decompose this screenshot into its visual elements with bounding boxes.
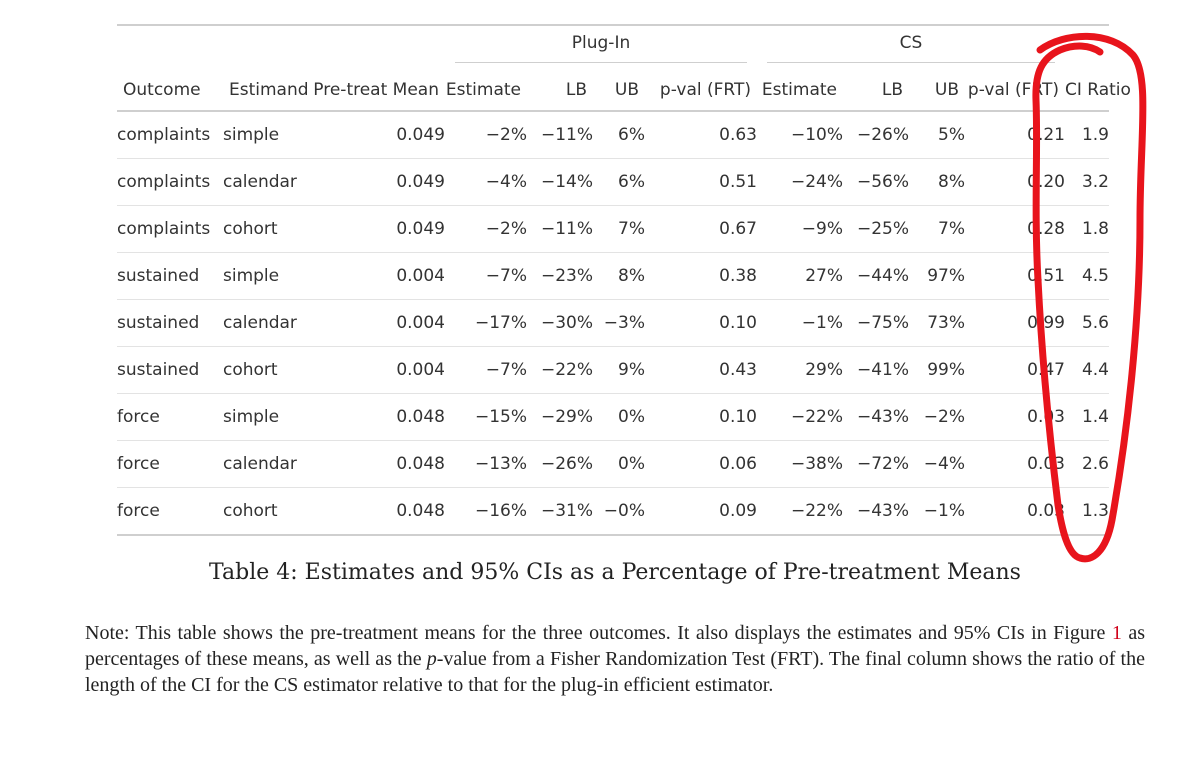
col-header-plugin-lb: LB <box>527 70 593 111</box>
cell-pretreat-mean: 0.049 <box>313 159 445 206</box>
cell-cs-estimate: −24% <box>757 159 843 206</box>
col-header-estimand: Estimand <box>223 70 313 111</box>
cell-outcome: force <box>117 394 223 441</box>
cell-cs-pval: 0.28 <box>965 206 1065 253</box>
note-text-3: -value from a Fisher Randomization Test (FRT). The final column shows the ratio of the length of the CI for the CS estimator relative to that for the plug-in efficient estimator. <box>85 648 1145 696</box>
note-text-2: as percentages of these means, as well as the <box>85 622 1145 670</box>
table-note <box>85 620 1145 698</box>
cell-outcome: sustained <box>117 347 223 394</box>
cell-pretreat-mean: 0.049 <box>313 206 445 253</box>
table-caption: Table 4: Estimates and 95% CIs as a Percentage of Pre-treatment Means <box>209 560 1021 585</box>
cell-plugin-ub: 0% <box>593 394 645 441</box>
cell-plugin-ub: 0% <box>593 441 645 488</box>
results-table-container <box>117 24 1131 536</box>
table-row <box>117 206 1109 253</box>
cell-cs-estimate: −22% <box>757 394 843 441</box>
col-header-cs-pval: p-val (FRT) <box>965 70 1065 111</box>
cell-outcome: complaints <box>117 159 223 206</box>
cell-cs-ub: −4% <box>909 441 965 488</box>
col-header-plugin-estimate: Estimate <box>445 70 527 111</box>
cell-cs-lb: −44% <box>843 253 909 300</box>
cell-cs-ub: 97% <box>909 253 965 300</box>
cell-cs-lb: −75% <box>843 300 909 347</box>
cell-estimand: cohort <box>223 347 313 394</box>
cell-cs-pval: 0.20 <box>965 159 1065 206</box>
cell-outcome: sustained <box>117 253 223 300</box>
cell-plugin-lb: −31% <box>527 488 593 536</box>
table-row <box>117 347 1109 394</box>
cell-cs-estimate: 27% <box>757 253 843 300</box>
cell-estimand: simple <box>223 111 313 159</box>
cell-cs-estimate: −10% <box>757 111 843 159</box>
cell-plugin-lb: −11% <box>527 111 593 159</box>
cell-pretreat-mean: 0.004 <box>313 253 445 300</box>
col-header-plugin-pval: p-val (FRT) <box>645 70 757 111</box>
cell-plugin-pval: 0.67 <box>645 206 757 253</box>
col-header-cs-lb: LB <box>843 70 909 111</box>
cell-plugin-lb: −26% <box>527 441 593 488</box>
group-header-cs: CS <box>757 26 1065 70</box>
cell-estimand: simple <box>223 394 313 441</box>
col-header-outcome: Outcome <box>117 70 223 111</box>
cell-cs-pval: 0.47 <box>965 347 1065 394</box>
cell-plugin-estimate: −16% <box>445 488 527 536</box>
cell-estimand: cohort <box>223 488 313 536</box>
cell-cs-pval: 0.99 <box>965 300 1065 347</box>
table-row <box>117 300 1109 347</box>
cell-cs-lb: −72% <box>843 441 909 488</box>
cell-cs-estimate: −1% <box>757 300 843 347</box>
table-row <box>117 253 1109 300</box>
cell-plugin-estimate: −4% <box>445 159 527 206</box>
cell-estimand: calendar <box>223 159 313 206</box>
cell-ci-ratio: 1.4 <box>1065 394 1109 441</box>
cell-outcome: force <box>117 441 223 488</box>
cell-outcome: force <box>117 488 223 536</box>
cell-estimand: cohort <box>223 206 313 253</box>
cell-plugin-lb: −14% <box>527 159 593 206</box>
cell-cs-lb: −43% <box>843 394 909 441</box>
col-header-cs-ub: UB <box>909 70 965 111</box>
cell-outcome: complaints <box>117 111 223 159</box>
cell-plugin-estimate: −2% <box>445 111 527 159</box>
cell-cs-estimate: −9% <box>757 206 843 253</box>
table-body <box>117 111 1109 535</box>
cell-plugin-estimate: −15% <box>445 394 527 441</box>
cell-plugin-ub: −0% <box>593 488 645 536</box>
cell-plugin-lb: −22% <box>527 347 593 394</box>
cell-plugin-pval: 0.38 <box>645 253 757 300</box>
table-row <box>117 159 1109 206</box>
cell-ci-ratio: 1.3 <box>1065 488 1109 536</box>
col-header-pretreat-mean: Pre-treat Mean <box>313 70 445 111</box>
cell-plugin-pval: 0.51 <box>645 159 757 206</box>
cell-estimand: simple <box>223 253 313 300</box>
cell-plugin-ub: 7% <box>593 206 645 253</box>
cell-plugin-ub: −3% <box>593 300 645 347</box>
note-text-1: Note: This table shows the pre-treatment means for the three outcomes. It also displays the estimates and 95% CIs in Figure <box>85 622 1112 644</box>
cell-ci-ratio: 5.6 <box>1065 300 1109 347</box>
cell-cs-ub: 99% <box>909 347 965 394</box>
cell-cs-ub: 73% <box>909 300 965 347</box>
table-row <box>117 394 1109 441</box>
cell-cs-lb: −56% <box>843 159 909 206</box>
cell-pretreat-mean: 0.048 <box>313 441 445 488</box>
cell-pretreat-mean: 0.004 <box>313 347 445 394</box>
cell-cs-lb: −41% <box>843 347 909 394</box>
cell-cs-pval: 0.21 <box>965 111 1065 159</box>
cell-plugin-estimate: −13% <box>445 441 527 488</box>
cell-ci-ratio: 4.5 <box>1065 253 1109 300</box>
cell-plugin-ub: 6% <box>593 111 645 159</box>
cell-cs-ub: −2% <box>909 394 965 441</box>
cell-cs-pval: 0.03 <box>965 488 1065 536</box>
cell-cs-lb: −43% <box>843 488 909 536</box>
cell-plugin-pval: 0.63 <box>645 111 757 159</box>
cell-cs-lb: −25% <box>843 206 909 253</box>
cell-pretreat-mean: 0.004 <box>313 300 445 347</box>
col-header-cs-estimate: Estimate <box>757 70 843 111</box>
cell-plugin-lb: −23% <box>527 253 593 300</box>
table-row <box>117 441 1109 488</box>
cell-plugin-lb: −29% <box>527 394 593 441</box>
cell-cs-lb: −26% <box>843 111 909 159</box>
cell-plugin-ub: 9% <box>593 347 645 394</box>
cell-plugin-pval: 0.43 <box>645 347 757 394</box>
cell-plugin-estimate: −7% <box>445 347 527 394</box>
cell-ci-ratio: 1.8 <box>1065 206 1109 253</box>
cell-ci-ratio: 1.9 <box>1065 111 1109 159</box>
cell-plugin-estimate: −2% <box>445 206 527 253</box>
cell-plugin-pval: 0.09 <box>645 488 757 536</box>
cell-plugin-pval: 0.10 <box>645 300 757 347</box>
cell-cs-estimate: 29% <box>757 347 843 394</box>
cell-plugin-pval: 0.10 <box>645 394 757 441</box>
cell-outcome: sustained <box>117 300 223 347</box>
cell-pretreat-mean: 0.049 <box>313 111 445 159</box>
cell-ci-ratio: 3.2 <box>1065 159 1109 206</box>
results-table <box>117 24 1131 536</box>
cell-cs-ub: −1% <box>909 488 965 536</box>
cell-cs-pval: 0.51 <box>965 253 1065 300</box>
cell-estimand: calendar <box>223 300 313 347</box>
cell-estimand: calendar <box>223 441 313 488</box>
cell-cs-ub: 5% <box>909 111 965 159</box>
cell-cs-pval: 0.03 <box>965 394 1065 441</box>
figure-reference-link[interactable]: 1 <box>1111 622 1122 644</box>
cell-ci-ratio: 4.4 <box>1065 347 1109 394</box>
cell-plugin-estimate: −7% <box>445 253 527 300</box>
cell-pretreat-mean: 0.048 <box>313 394 445 441</box>
cell-ci-ratio: 2.6 <box>1065 441 1109 488</box>
table-row <box>117 488 1109 536</box>
group-header-plugin: Plug-In <box>445 26 757 70</box>
cell-plugin-estimate: −17% <box>445 300 527 347</box>
cell-cs-ub: 8% <box>909 159 965 206</box>
cell-cs-estimate: −22% <box>757 488 843 536</box>
p-symbol: p <box>426 648 437 670</box>
cell-cs-estimate: −38% <box>757 441 843 488</box>
cell-plugin-pval: 0.06 <box>645 441 757 488</box>
cell-plugin-ub: 6% <box>593 159 645 206</box>
col-header-ci-ratio: CI Ratio <box>1065 70 1109 111</box>
col-header-plugin-ub: UB <box>593 70 645 111</box>
cell-outcome: complaints <box>117 206 223 253</box>
table-row <box>117 111 1109 159</box>
cell-cs-pval: 0.03 <box>965 441 1065 488</box>
cell-plugin-ub: 8% <box>593 253 645 300</box>
cell-plugin-lb: −11% <box>527 206 593 253</box>
cell-cs-ub: 7% <box>909 206 965 253</box>
cell-pretreat-mean: 0.048 <box>313 488 445 536</box>
cell-plugin-lb: −30% <box>527 300 593 347</box>
